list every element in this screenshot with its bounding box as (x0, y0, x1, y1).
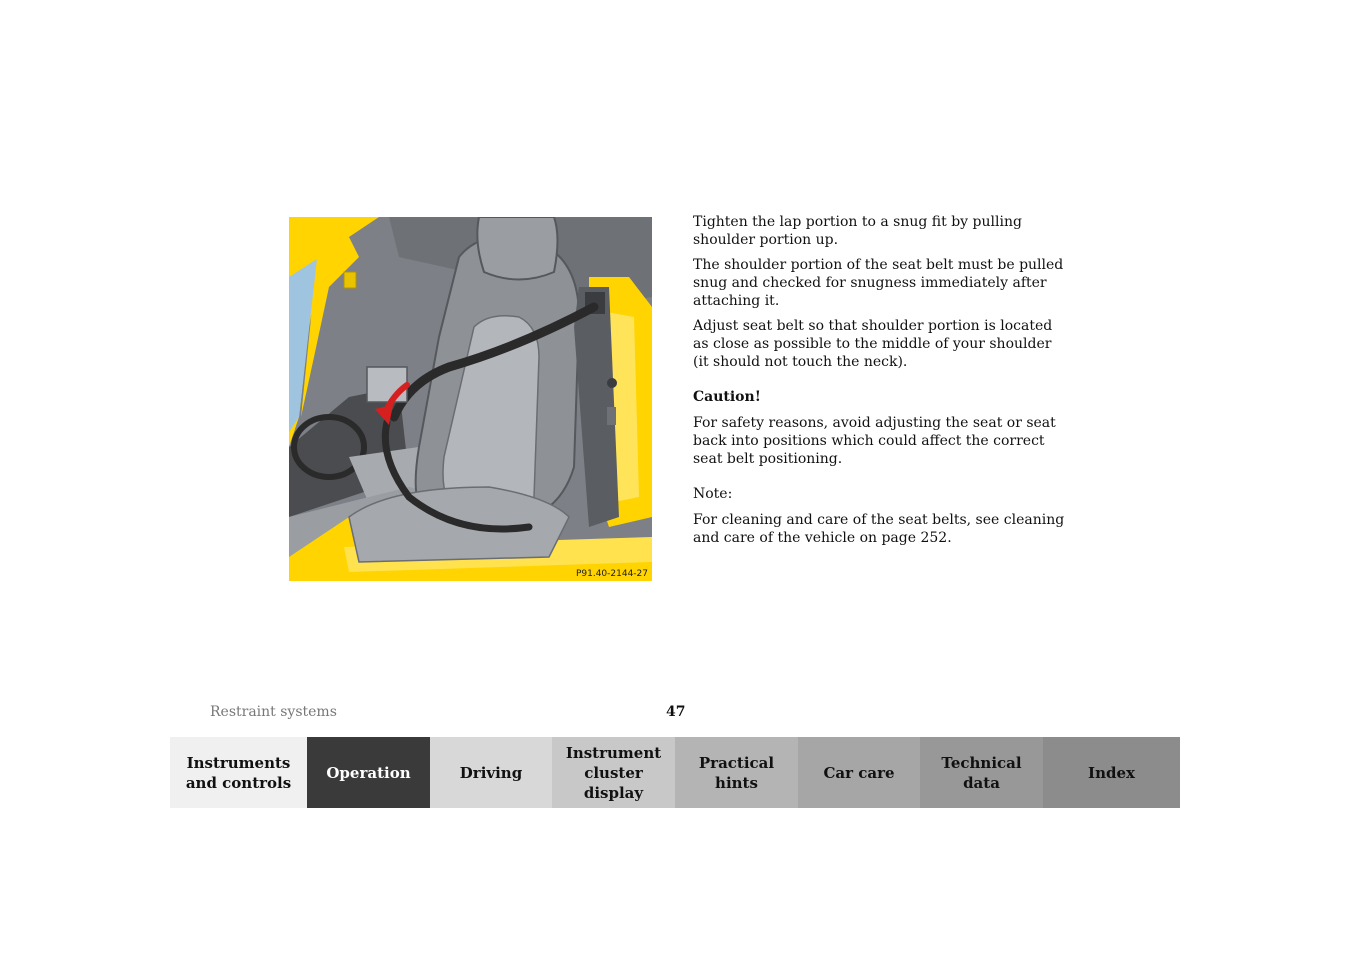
paragraph-lap-belt: Tighten the lap portion to a snug fit by pulling shoulder portion up. (693, 214, 1022, 248)
figure-code: P91.40-2144-27 (575, 569, 648, 579)
paragraph-shoulder-belt: The shoulder portion of the seat belt must be pulled snug and checked for snugness immediately after attaching it. (693, 257, 1064, 309)
tab-operation[interactable] (307, 737, 430, 808)
tab-instruments-and-controls[interactable] (170, 737, 307, 808)
tab-driving[interactable] (430, 737, 552, 808)
note-text: For cleaning and care of the seat belts, see cleaning and care of the vehicle on page 252. (693, 512, 1065, 546)
tab-label: Index (1088, 763, 1135, 782)
tab-label: Practical hints (698, 753, 775, 792)
seat-belt-illustration (289, 217, 652, 581)
tab-index[interactable] (1043, 737, 1180, 808)
tab-car-care[interactable] (798, 737, 920, 808)
tab-label: Instruments and controls (185, 753, 292, 792)
instruction-text (693, 213, 1065, 554)
chapter-navigation (170, 737, 1180, 808)
section-name: Restraint systems (210, 704, 337, 720)
tab-label: Driving (459, 763, 523, 782)
note-label: Note: (693, 486, 733, 502)
tab-practical-hints[interactable] (675, 737, 798, 808)
tab-label: Instrument cluster display (565, 743, 662, 802)
caution-heading: Caution! (693, 389, 761, 405)
paragraph-adjust-belt: Adjust seat belt so that shoulder portion is located as close as possible to the middle of your shoulder (it should not touch the neck). (693, 318, 1053, 370)
tab-technical-data[interactable] (920, 737, 1043, 808)
tab-label: Operation (326, 763, 411, 782)
page-number: 47 (666, 704, 686, 720)
caution-text: For safety reasons, avoid adjusting the seat or seat back into positions which could affect the correct seat belt positioning. (693, 415, 1056, 467)
tab-instrument-cluster-display[interactable] (552, 737, 675, 808)
tab-label: Technical data (941, 753, 1022, 792)
tab-label: Car care (823, 763, 895, 782)
